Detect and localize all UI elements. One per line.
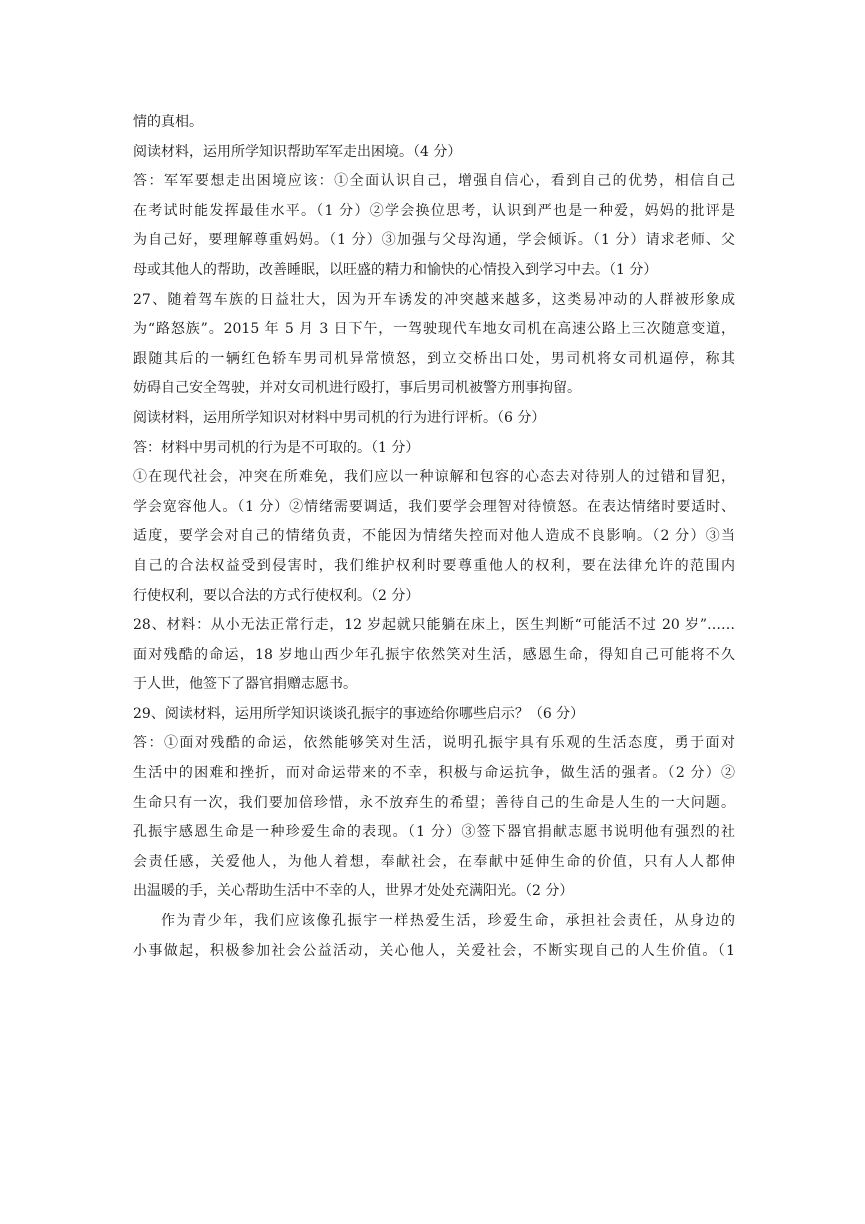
question-27-line: 27、随着驾车族的日益壮大，因为开车诱发的冲突越来越多，这类易冲动的人群被形象成 bbox=[133, 291, 735, 308]
question-29-line: 29、阅读材料，运用所学知识谈谈孔振宇的事迹给你哪些启示？（6 分） bbox=[133, 705, 585, 722]
answer-line: 母或其他人的帮助，改善睡眠，以旺盛的精力和愉快的心情投入到学习中去。（1 分） bbox=[133, 261, 658, 278]
paragraph-line: 作为青少年，我们应该像孔振宇一样热爱生活，珍爱生命，承担社会责任，从身边的 bbox=[161, 913, 735, 930]
question-27-line: 跟随其后的一辆红色轿车男司机异常愤怒，到立交桥出口处，男司机将女司机逼停，称其 bbox=[133, 350, 735, 367]
question-27-line: 为“路怒族”。2015 年 5 月 3 日下午，一驾驶现代车地女司机在高速公路上三次随意变道， bbox=[133, 321, 735, 338]
answer-line: 学会宽容他人。（1 分）②情绪需要调适，我们要学会理智对待愤怒。在表达情绪时要适时、 bbox=[133, 498, 735, 515]
answer-line: 答：①面对残酷的命运，依然能够笑对生活，说明孔振宇具有乐观的生活态度，勇于面对 bbox=[133, 735, 735, 752]
answer-line: 为自己好，要理解尊重妈妈。（1 分）③加强与父母沟通，学会倾诉。（1 分）请求老师、父 bbox=[133, 232, 735, 249]
answer-line: 会责任感，关爱他人，为他人着想，奉献社会，在奉献中延伸生命的价值，只有人人都伸 bbox=[133, 853, 735, 870]
material-28-line: 28、材料：从小无法正常行走，12 岁起就只能躺在床上，医生判断“可能活不过 20 岁”…… bbox=[133, 617, 735, 634]
paragraph-line: 小事做起，积极参加社会公益活动，关心他人，关爱社会，不断实现自己的人生价值。（1 bbox=[133, 942, 735, 959]
question-line: 阅读材料，运用所学知识帮助军军走出困境。（4 分） bbox=[133, 143, 462, 160]
material-28-line: 于人世，他签下了器官捐赠志愿书。 bbox=[133, 676, 357, 693]
answer-line: 答：材料中男司机的行为是不可取的。（1 分） bbox=[133, 439, 420, 456]
answer-line: 适度，要学会对自己的情绪负责，不能因为情绪失控而对他人造成不良影响。（2 分）③当 bbox=[133, 528, 735, 545]
answer-line: 生活中的困难和挫折，而对命运带来的不幸，积极与命运抗争，做生活的强者。（2 分）② bbox=[133, 765, 735, 782]
answer-line: 生命只有一次，我们要加倍珍惜，永不放弃生的希望；善待自己的生命是人生的一大问题。 bbox=[133, 794, 735, 811]
answer-line: 出温暖的手，关心帮助生活中不幸的人，世界才处处充满阳光。（2 分） bbox=[133, 883, 574, 900]
question-line: 阅读材料，运用所学知识对材料中男司机的行为进行评析。（6 分） bbox=[133, 409, 546, 426]
material-28-line: 面对残酷的命运，18 岁地山西少年孔振宇依然笑对生活，感恩生命，得知自己可能将不久 bbox=[133, 646, 735, 663]
answer-line: 行使权利，要以合法的方式行使权利。（2 分） bbox=[133, 587, 420, 604]
answer-line: 答：军军要想走出困境应该：①全面认识自己，增强自信心，看到自己的优势，相信自己 bbox=[133, 173, 735, 190]
answer-line: ①在现代社会，冲突在所难免，我们应以一种谅解和包容的心态去对待别人的过错和冒犯， bbox=[133, 469, 735, 486]
answer-line: 在考试时能发挥最佳水平。（1 分）②学会换位思考，认识到严也是一种爱，妈妈的批评是 bbox=[133, 202, 735, 219]
text-line: 情的真相。 bbox=[133, 114, 203, 130]
document-body bbox=[133, 108, 735, 966]
answer-line: 自己的合法权益受到侵害时，我们维护权利时要尊重他人的权利，要在法律允许的范围内 bbox=[133, 557, 735, 574]
question-27-line: 妨碍自己安全驾驶，并对女司机进行殴打，事后男司机被警方刑事拘留。 bbox=[133, 380, 581, 397]
answer-line: 孔振宇感恩生命是一种珍爱生命的表现。（1 分）③签下器官捐献志愿书说明他有强烈的社 bbox=[133, 824, 735, 841]
